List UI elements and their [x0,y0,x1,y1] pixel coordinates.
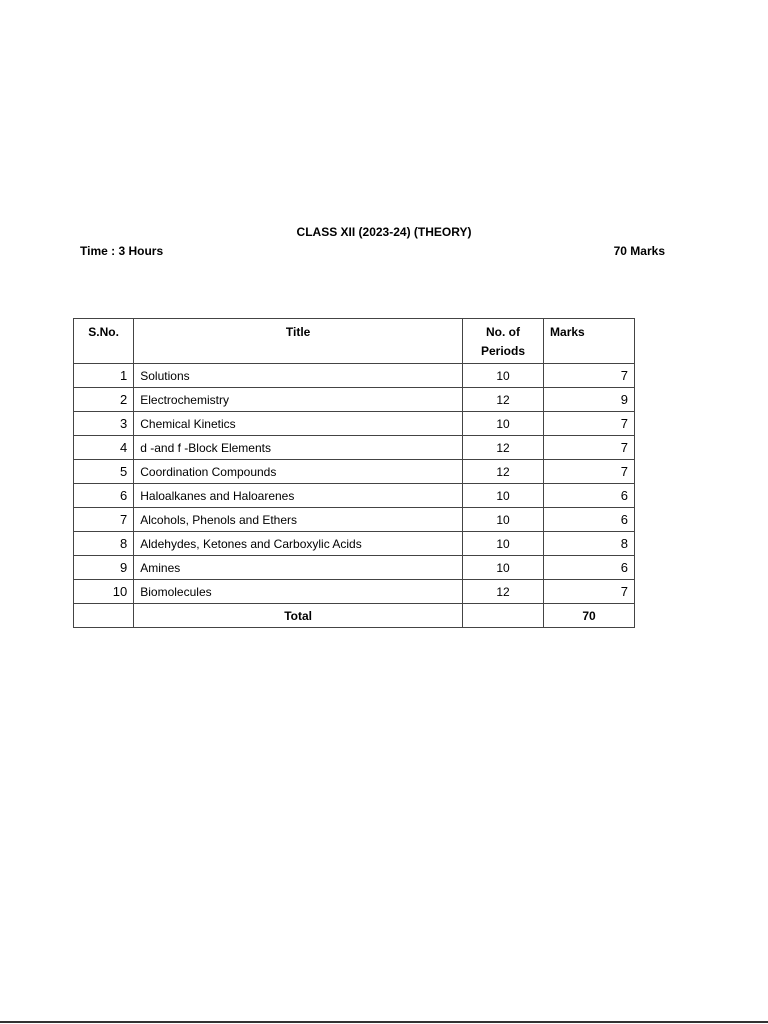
row-marks: 6 [544,484,635,508]
total-marks: 70 [544,604,635,628]
row-sno: 6 [74,484,134,508]
row-marks: 7 [544,580,635,604]
row-periods: 12 [462,436,543,460]
table-row [74,460,635,484]
table-row [74,532,635,556]
row-periods: 12 [462,460,543,484]
row-sno: 10 [74,580,134,604]
row-marks: 7 [544,364,635,388]
row-periods: 10 [462,556,543,580]
row-sno: 1 [74,364,134,388]
row-sno: 4 [74,436,134,460]
total-sno-cell [74,604,134,628]
bottom-divider [0,1021,768,1023]
table-row [74,508,635,532]
row-title: Electrochemistry [134,388,463,412]
total-marks-label: 70 Marks [613,244,665,258]
page-title: CLASS XII (2023-24) (THEORY) [296,225,472,239]
header-marks: Marks [544,319,635,364]
row-title: Biomolecules [134,580,463,604]
row-title: Haloalkanes and Haloarenes [134,484,463,508]
row-marks: 8 [544,532,635,556]
row-periods: 12 [462,388,543,412]
row-title: Alcohols, Phenols and Ethers [134,508,463,532]
row-periods: 10 [462,484,543,508]
header-sno: S.No. [74,319,134,364]
table-row [74,556,635,580]
header-periods [462,319,543,364]
header-title: Title [134,319,463,364]
row-marks: 7 [544,436,635,460]
total-periods-cell [462,604,543,628]
row-marks: 6 [544,556,635,580]
row-title: Chemical Kinetics [134,412,463,436]
row-periods: 10 [462,364,543,388]
row-title: Coordination Compounds [134,460,463,484]
header-periods-line1: No. of [485,325,520,339]
row-periods: 10 [462,412,543,436]
table-row [74,580,635,604]
table-body [74,364,635,604]
table-row [74,412,635,436]
row-sno: 3 [74,412,134,436]
row-sno: 7 [74,508,134,532]
header-periods-line2: Periods [480,344,525,358]
table-row [74,388,635,412]
row-marks: 7 [544,460,635,484]
table-row [74,364,635,388]
row-marks: 9 [544,388,635,412]
row-title: Aldehydes, Ketones and Carboxylic Acids [134,532,463,556]
row-title: Amines [134,556,463,580]
row-periods: 12 [462,580,543,604]
total-row [74,604,635,628]
row-marks: 6 [544,508,635,532]
row-title: d -and f -Block Elements [134,436,463,460]
row-sno: 9 [74,556,134,580]
exam-duration: Time : 3 Hours [80,244,164,258]
row-sno: 8 [74,532,134,556]
syllabus-table [73,318,635,628]
row-sno: 2 [74,388,134,412]
row-sno: 5 [74,460,134,484]
header-row [74,319,635,364]
total-label: Total [134,604,463,628]
table-row [74,484,635,508]
table-header [74,319,635,364]
row-periods: 10 [462,508,543,532]
row-title: Solutions [134,364,463,388]
table-row [74,436,635,460]
row-marks: 7 [544,412,635,436]
row-periods: 10 [462,532,543,556]
